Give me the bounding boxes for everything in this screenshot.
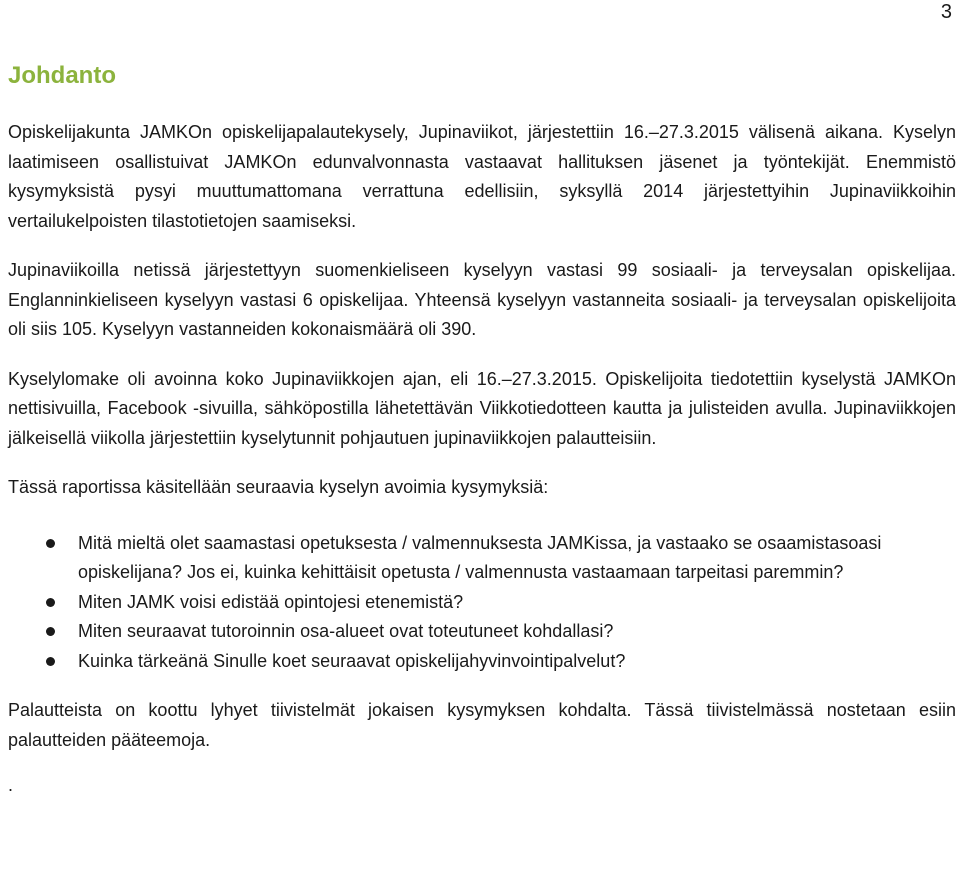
list-item-text: Miten seuraavat tutoroinnin osa-alueet ovat toteutuneet kohdallasi? xyxy=(78,621,614,641)
list-item xyxy=(8,529,956,588)
questions-intro-paragraph: Tässä raportissa käsitellään seuraavia kyselyn avoimia kysymyksiä: xyxy=(8,477,549,497)
bullet-icon xyxy=(46,627,55,636)
list-item-text: Miten JAMK voisi edistää opintojesi etenemistä? xyxy=(78,591,464,612)
closing-paragraph: Palautteista on koottu lyhyet tiivistelmät jokaisen kysymyksen kohdalta. Tässä tiivistelmässä nostetaan esiin palautteiden pääteemoja. xyxy=(8,700,956,750)
survey-period-paragraph: Kyselylomake oli avoinna koko Jupinaviikkojen ajan, eli 16.–27.3.2015. Opiskelijoita tiedotettiin kyselystä JAMKOn nettisivuilla, Facebook -sivuilla, sähköpostilla lähetettävän Viikkotiedotteen kautta ja julisteiden avulla. Jupinaviikkojen jälkeisellä viikolla järjestettiin kyselytunnit pohjautuen jupinaviikkojen palautteisiin. xyxy=(8,368,956,448)
bullet-icon xyxy=(46,539,55,548)
list-item-text: Mitä mieltä olet saamastasi opetuksesta / valmennuksesta JAMKissa, ja vastaako se osaamistasoasi opiskelijana? Jos ei, kuinka kehittäisit opetusta / valmennusta vastaamaan tarpeitasi paremmin? xyxy=(78,532,882,582)
list-item xyxy=(8,617,956,647)
bullet-icon xyxy=(46,598,55,607)
list-item xyxy=(8,647,956,677)
trailing-mark: . xyxy=(8,775,14,795)
bullet-icon xyxy=(46,657,55,666)
intro-paragraph: Opiskelijakunta JAMKOn opiskelijapalautekysely, Jupinaviikot, järjestettiin 16.–27.3.2015 välisenä aikana. Kyselyn laatimiseen osallistuivat JAMKOn edunvalvonnasta vastaavat hallituksen jäsenet ja työntekijät. Enemmistö kysymyksistä pysyi muuttumattomana verrattuna edellisiin, syksyllä 2014 järjestettyihin Jupinaviikkoihin vertailukelpoisten tilastotietojen saamiseksi. xyxy=(8,122,956,231)
list-item xyxy=(8,588,956,618)
question-list xyxy=(8,529,956,677)
section-heading: Johdanto xyxy=(8,62,116,89)
document-body xyxy=(8,60,956,795)
list-item-text: Kuinka tärkeänä Sinulle koet seuraavat opiskelijahyvinvointipalvelut? xyxy=(78,650,626,671)
page-number: 3 xyxy=(940,1,952,23)
respondents-paragraph: Jupinaviikoilla netissä järjestettyyn suomenkieliseen kyselyyn vastasi 99 sosiaali- ja terveysalan opiskelijaa. Englanninkieliseen kyselyyn vastasi 6 opiskelijaa. Yhteensä kyselyyn vastanneita sosiaali- ja terveysalan opiskelijoita oli siis 105. Kyselyyn vastanneiden kokonaismäärä oli 390. xyxy=(8,260,956,339)
